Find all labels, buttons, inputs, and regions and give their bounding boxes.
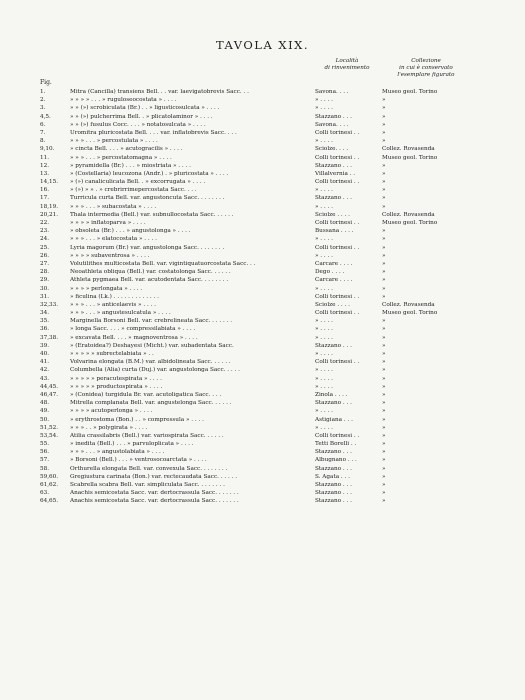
figure-number: 35. <box>40 318 50 325</box>
figure-number: 41. <box>40 359 50 366</box>
table-row <box>0 260 525 268</box>
collection: » <box>382 121 386 128</box>
column-header-line: Collezione <box>411 58 441 64</box>
locality: Colli torinesi . . <box>315 179 360 186</box>
table-row <box>0 424 525 432</box>
collection: » <box>382 129 386 136</box>
locality: Savona. . . . <box>315 89 349 95</box>
figure-number: 55. <box>40 441 50 448</box>
figure-number: 51,52. <box>40 424 59 431</box>
collection: » <box>382 408 386 415</box>
locality: » . . . . <box>315 318 333 325</box>
table-row <box>0 113 525 121</box>
collection: » <box>382 187 386 194</box>
figure-number: 48. <box>40 400 50 407</box>
species-name: » » » . . . » percostatomagna » . . . . <box>70 154 172 161</box>
collection: Collez. Rovasenda <box>382 211 435 218</box>
figure-number: 24. <box>40 236 50 243</box>
collection: Museo geol. Torino <box>382 154 438 161</box>
locality: Stazzano . . . <box>315 498 352 505</box>
locality: » . . . . <box>315 236 333 243</box>
column-header-line: di rinvenimento <box>324 64 370 71</box>
species-name: Neoathleta obliqua (Bell.) var. costatolonga Sacc. . . . . . <box>70 269 231 276</box>
figure-number: 13. <box>40 170 50 177</box>
table-row <box>0 219 525 227</box>
collection: » <box>382 228 386 235</box>
collection: » <box>382 432 386 439</box>
figure-number: 61,62. <box>40 482 59 488</box>
locality: Stazzano . . . <box>315 482 352 488</box>
collection: » <box>382 285 386 292</box>
collection: » <box>382 326 386 333</box>
locality: » . . . . <box>315 351 333 357</box>
collection: » <box>382 162 386 169</box>
locality: Albugnano . . . <box>315 457 357 464</box>
collection: » <box>382 416 386 423</box>
figure-number: 63. <box>40 490 50 497</box>
table-row <box>0 317 525 325</box>
collection: » <box>382 391 386 398</box>
locality: Carcare . . . . <box>315 277 353 284</box>
table-row <box>0 129 525 137</box>
figure-number: 20,21. <box>40 211 59 218</box>
figure-number: 37,38. <box>40 334 59 341</box>
figure-number: 42. <box>40 367 50 374</box>
locality: » . . . . <box>315 97 333 104</box>
locality: Carcare . . . . <box>315 260 353 267</box>
table-row <box>0 194 525 202</box>
collection: » <box>382 170 386 177</box>
table-row <box>0 416 525 424</box>
locality: Stazzano . . . <box>315 490 352 497</box>
table-row <box>0 121 525 129</box>
species-name: Mitra (Cancilla) transiens Bell. . . var. laevigatobrevis Sacc. . . <box>70 89 249 95</box>
figure-number: 57. <box>40 457 50 464</box>
locality: » . . . . <box>315 424 333 431</box>
collection: » <box>382 236 386 243</box>
table-row <box>0 481 525 489</box>
column-header-line: in cui è conservato <box>399 64 453 71</box>
table-row <box>0 309 525 317</box>
table-row <box>0 145 525 153</box>
species-name: » Borsoni (Bell.) . . . » ventrosocoarctata » . . . . <box>70 457 207 464</box>
figure-number: 9,10. <box>40 146 55 153</box>
collection: » <box>382 359 386 366</box>
locality: » . . . . <box>315 326 333 333</box>
species-name: » » » » perlongata » . . . . <box>70 285 143 292</box>
species-name: » cincta Bell. . . . » acutogracilis » . . . . <box>70 146 183 153</box>
table-row <box>0 448 525 456</box>
figure-number: 4,5. <box>40 113 51 120</box>
locality: » . . . . <box>315 367 333 374</box>
collection: » <box>382 195 386 202</box>
table-row <box>0 244 525 252</box>
figure-number: 23. <box>40 228 50 235</box>
species-name: » longa Sacc. . . . » compressilabiata » . . . . <box>70 326 196 333</box>
table-row <box>0 104 525 112</box>
figure-number: 59,60. <box>40 473 59 480</box>
species-name: Scabrella scabra Bell. var. simpliculata Sacc. . . . . . . . <box>70 482 225 488</box>
figure-number: 30. <box>40 285 50 292</box>
locality: Zinola . . . . <box>315 391 348 398</box>
table-row <box>0 440 525 448</box>
locality: Sciolze. . . . <box>315 146 349 153</box>
species-name: » excavata Bell. . . . » magnoventrosa » . . . . <box>70 334 198 341</box>
figure-number: 17. <box>40 195 50 202</box>
collection: Collez. Rovasenda <box>382 301 435 308</box>
species-name: Columbella (Alia) curta (Duj.) var. angustolonga Sacc. . . . . <box>70 367 240 374</box>
species-name: » pyramidella (Br.) . . . » miostriata » . . . . <box>70 162 191 169</box>
collection: » <box>382 203 386 210</box>
species-name: » » (») pulcherrima Bell. . » plicatolaminor » . . . . <box>70 113 213 120</box>
locality: Stazzano . . . <box>315 195 352 202</box>
locality: » . . . . <box>315 105 333 112</box>
figure-number: 29. <box>40 277 50 284</box>
collection: » <box>382 400 386 407</box>
locality: Stazzano . . . <box>315 449 352 456</box>
locality: » . . . . <box>315 138 333 145</box>
table-row <box>0 342 525 350</box>
collection: Museo geol. Torino <box>382 310 438 317</box>
figure-number: 53,54. <box>40 432 59 439</box>
column-header-line: Località <box>335 58 359 64</box>
locality: Stazzano . . . <box>315 400 352 407</box>
table-row <box>0 203 525 211</box>
species-name: » » » » acutoperlonga » . . . . <box>70 408 153 415</box>
table-row <box>0 137 525 145</box>
figure-number: 44,45. <box>40 383 59 390</box>
collection: » <box>382 351 386 357</box>
locality: Tetti Borelli . . <box>315 441 357 448</box>
species-name: » ficulina (Lk.) . . . . . . . . . . . . . <box>70 293 159 300</box>
locality: Sciolze . . . . <box>315 211 350 218</box>
figure-number: 18,19. <box>40 203 59 210</box>
collection: » <box>382 293 386 300</box>
locality: » . . . . <box>315 285 333 292</box>
collection: » <box>382 97 386 104</box>
species-name: » » (») fusulus Cocc. . . . » notatosulcata » . . . . <box>70 121 206 128</box>
locality: » . . . . <box>315 375 333 382</box>
table-row <box>0 334 525 342</box>
locality: » . . . . <box>315 252 333 259</box>
species-name: Volvarina elongata (B.M.) var. albidolineata Sacc. . . . . . <box>70 359 231 366</box>
locality: Dego . . . . <box>315 269 345 276</box>
locality: Colli torinesi . . <box>315 154 360 161</box>
figure-number: 16. <box>40 187 50 194</box>
table-row <box>0 383 525 391</box>
collection: » <box>382 113 386 120</box>
species-name: Gregiustura carinata (Bon.) var. rectecaudata Sacc. . . . . . <box>70 473 238 480</box>
species-name: » (Eratoidea?) Deshayesi (Micht.) var. subadentata Sacc. <box>70 342 234 349</box>
figure-number: 12. <box>40 162 50 169</box>
column-header-locality <box>312 58 382 72</box>
figure-number: 1. <box>40 89 46 95</box>
locality: » . . . . <box>315 408 333 415</box>
species-name: » » » . . . » angustesulcatula » . . . . <box>70 310 171 317</box>
collection: » <box>382 375 386 382</box>
figure-number: 2. <box>40 97 46 104</box>
locality: Bussana . . . . <box>315 228 354 235</box>
locality: Villalvernia . . <box>315 170 356 177</box>
locality: Stazzano . . . <box>315 342 352 349</box>
figure-number: 34. <box>40 310 50 317</box>
species-name: Anachis semicostata Sacc. var. dertocrassula Sacc. . . . . . . <box>70 498 239 505</box>
collection: » <box>382 482 386 488</box>
figure-number: 50. <box>40 416 50 423</box>
collection: » <box>382 244 386 251</box>
collection: » <box>382 473 386 480</box>
collection: » <box>382 318 386 325</box>
locality: Colli torinesi . . <box>315 310 360 317</box>
species-name: Turricula curta Bell. var. angustoncuta Sacc. . . . . . . . <box>70 195 225 202</box>
collection: » <box>382 383 386 390</box>
locality: Astigiana . . . <box>315 416 353 423</box>
figure-number: 6. <box>40 121 46 128</box>
locality: Colli torinesi . . <box>315 359 360 366</box>
collection: » <box>382 490 386 497</box>
collection: » <box>382 424 386 431</box>
species-name: » » » » » peracutespirata » . . . . <box>70 375 162 382</box>
column-header-line: l'esemplare figurato <box>397 71 455 78</box>
figure-number: 11. <box>40 154 50 161</box>
collection: » <box>382 465 386 472</box>
species-name: Orthurella elongata Bell. var. convexula Sacc. . . . . . . . <box>70 465 228 472</box>
collection: » <box>382 179 386 186</box>
table-row <box>0 170 525 178</box>
species-name: Uromitra pluricostata Bell. . . . var. inflatobrevis Sacc. . . . <box>70 129 237 136</box>
species-name: » » » . . » polygirata » . . . . <box>70 424 148 431</box>
collection: » <box>382 252 386 259</box>
figure-number: 26. <box>40 252 50 259</box>
table-row <box>0 465 525 473</box>
table-row <box>0 96 525 104</box>
species-name: Thala intermedia (Bell.) var. subnullocostata Sacc. . . . . . <box>70 211 234 218</box>
locality: Colli torinesi . . <box>315 244 360 251</box>
figure-number: 49. <box>40 408 50 415</box>
table-row <box>0 268 525 276</box>
species-name: » » » » » subrectelabiata » . . <box>70 351 154 357</box>
figure-number: 8. <box>40 138 46 145</box>
locality: Stazzano . . . <box>315 465 352 472</box>
figure-number: 64,65. <box>40 498 59 505</box>
table-row <box>0 227 525 235</box>
species-name: Atilia crassilabris (Bell.) var. variospirata Sacc. . . . . . <box>70 432 224 439</box>
species-name: Athleta pygmaea Bell. var. acutodentata Sacc. . . . . . . . <box>70 277 229 284</box>
species-name: » » » » inflatoparva » . . . . <box>70 220 146 226</box>
table-row <box>0 178 525 186</box>
table-row <box>0 350 525 358</box>
figure-number: 14,15. <box>40 179 59 186</box>
locality: Stazzano . . . <box>315 113 352 120</box>
figure-table <box>0 88 525 506</box>
collection: » <box>382 367 386 374</box>
species-name: » » » » subaventrosa » . . . . <box>70 252 150 259</box>
table-row <box>0 88 525 96</box>
figure-number: 43. <box>40 375 50 382</box>
figure-number: 31. <box>40 293 50 300</box>
collection: » <box>382 105 386 112</box>
locality: Savona. . . . <box>315 121 349 128</box>
locality: » . . . . <box>315 334 333 341</box>
table-row <box>0 473 525 481</box>
collection: » <box>382 269 386 276</box>
table-row <box>0 358 525 366</box>
locality: Colli torinesi . . <box>315 432 360 439</box>
table-row <box>0 489 525 497</box>
species-name: » inedita (Bell.) . . . » parvuloplicata » . . . . <box>70 441 194 448</box>
table-row <box>0 375 525 383</box>
table-row <box>0 432 525 440</box>
collection: Museo geol. Torino <box>382 220 438 226</box>
collection: » <box>382 334 386 341</box>
locality: Stazzano . . . <box>315 162 352 169</box>
figure-number: 32,33. <box>40 301 59 308</box>
figure-number: 39. <box>40 342 50 349</box>
table-row <box>0 399 525 407</box>
figure-number: 40. <box>40 351 50 357</box>
figure-number: 22. <box>40 220 50 226</box>
species-name: » » (») scrobiculata (Br.) . . » ligusticosulcata » . . . . <box>70 105 220 112</box>
figure-number: 58. <box>40 465 50 472</box>
figure-number: 25. <box>40 244 50 251</box>
collection: » <box>382 342 386 349</box>
collection: » <box>382 138 386 145</box>
collection: » <box>382 457 386 464</box>
table-row <box>0 497 525 505</box>
species-name: Anachis semicostata Sacc. var. dertocrassula Sacc. . . . . . . <box>70 490 239 497</box>
collection: Museo geol. Torino <box>382 89 438 95</box>
species-name: » (Conidea) turgidula Br. var. acutoligatica Sacc. . . . <box>70 391 222 398</box>
locality: Sciolze . . . . <box>315 301 350 308</box>
table-row <box>0 211 525 219</box>
locality: S. Agata . . . <box>315 473 350 480</box>
species-name: Mitrella complanata Bell. var. angustelonga Sacc. . . . . . <box>70 400 232 407</box>
locality: » . . . . <box>315 187 333 194</box>
table-row <box>0 252 525 260</box>
locality: » . . . . <box>315 203 333 210</box>
species-name: » » » . . . » subacostata » . . . . <box>70 203 157 210</box>
table-row <box>0 276 525 284</box>
species-name: » » » . . . » percostulata » . . . . <box>70 138 158 145</box>
table-row <box>0 325 525 333</box>
table-row <box>0 391 525 399</box>
figure-number: 56. <box>40 449 50 456</box>
species-name: » » » . . . » anticelaevis » . . . . <box>70 301 156 308</box>
species-name: » (Costellaria) leucozona (Andr.) . » pluricostata » . . . . <box>70 170 229 177</box>
species-name: » » » . . . » angustolabiata » . . . . <box>70 449 165 456</box>
species-name: » (») » » . » crebrirrimepercostata Sacc. . . . <box>70 187 197 194</box>
table-row <box>0 162 525 170</box>
figure-number: 27. <box>40 260 50 267</box>
figure-number: 28. <box>40 269 50 276</box>
species-name: » » » » . . . » ruguloseocostata » . . . . <box>70 97 177 104</box>
collection: » <box>382 260 386 267</box>
table-row <box>0 235 525 243</box>
collection: Collez. Rovasenda <box>382 146 435 153</box>
page-title: TAVOLA XIX. <box>216 38 309 52</box>
collection: » <box>382 277 386 284</box>
figure-number: 36. <box>40 326 50 333</box>
table-row <box>0 456 525 464</box>
column-header-collection <box>378 58 474 78</box>
collection: » <box>382 498 386 505</box>
table-row <box>0 285 525 293</box>
locality: Colli torinesi . . <box>315 293 360 300</box>
species-name: Volutilithes multicostata Bell. var. vigintiquatuorcostata Sacc. . . <box>70 260 256 267</box>
species-name: » (») canaliculicata Bell. . » excorrugata » . . . . <box>70 179 206 186</box>
figure-number: 3. <box>40 105 46 112</box>
species-name: » erythrostoma (Bon.) . . » compressula » . . . . <box>70 416 204 423</box>
table-row <box>0 366 525 374</box>
table-row <box>0 154 525 162</box>
species-name: » » » . . . » elatocostata » . . . . <box>70 236 157 243</box>
species-name: » » » » » productospirata » . . . . <box>70 383 163 390</box>
figure-number: 7. <box>40 129 46 136</box>
figure-number: 46,47. <box>40 391 59 398</box>
locality: Colli torinesi . . <box>315 220 360 226</box>
table-row <box>0 186 525 194</box>
figure-column-label: Fig. <box>40 79 52 86</box>
collection: » <box>382 449 386 456</box>
species-name: Lyria magorum (Br.) var. angustolonga Sacc. . . . . . . . <box>70 244 225 251</box>
locality: » . . . . <box>315 383 333 390</box>
locality: Colli torinesi . . <box>315 129 360 136</box>
collection: » <box>382 441 386 448</box>
table-row <box>0 301 525 309</box>
table-row <box>0 293 525 301</box>
species-name: Marginella Borsoni Bell. var. crebrelineata Sacc. . . . . . . <box>70 318 233 325</box>
species-name: » obsoleta (Br.) . . . » angustolonga » . . . . <box>70 228 191 235</box>
table-row <box>0 407 525 415</box>
